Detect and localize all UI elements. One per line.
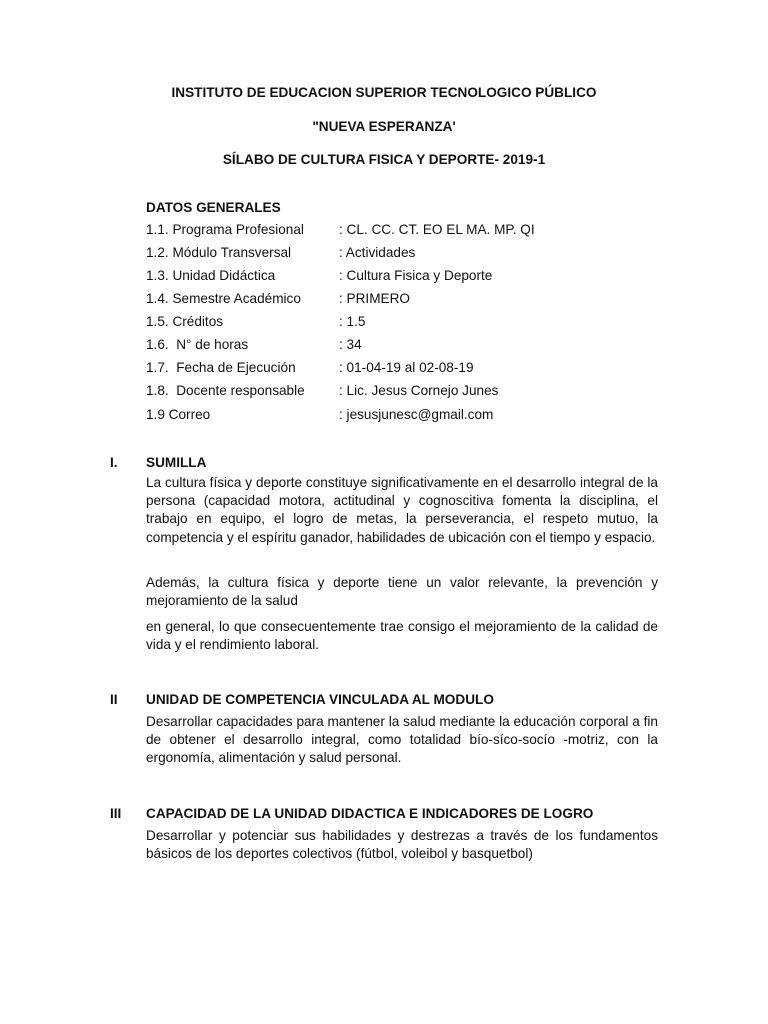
datos-value: : 1.5 (339, 314, 366, 329)
datos-value: : PRIMERO (339, 291, 410, 306)
section-title-competencia: UNIDAD DE COMPETENCIA VINCULADA AL MODULO (146, 692, 494, 707)
datos-label: 1.5. Créditos (146, 314, 224, 329)
datos-label: 1.6. N° de horas (146, 337, 249, 352)
datos-label: 1.2. Módulo Transversal (146, 245, 292, 260)
datos-label: 1.3. Unidad Didáctica (146, 268, 276, 283)
datos-value: : Cultura Fisica y Deporte (339, 268, 493, 283)
datos-label: 1.4. Semestre Académico (146, 291, 301, 306)
datos-label: 1.1. Programa Profesional (146, 222, 304, 237)
datos-value: : 01-04-19 al 02-08-19 (339, 360, 474, 375)
datos-generales-title: DATOS GENERALES (146, 200, 281, 215)
sumilla-paragraph: en general, lo que consecuentemente trae consigo el mejoramiento de la calidad de vida y el rendimiento laboral. (146, 619, 658, 653)
section-number: II (110, 692, 118, 707)
datos-value: : 34 (339, 337, 362, 352)
capacidad-paragraph: Desarrollar y potenciar sus habilidades y destrezas a través de los fundamentos básicos de los deportes colectivos (fútbol, voleibol y basquetbol) (146, 828, 658, 862)
section-title-sumilla: SUMILLA (146, 455, 207, 470)
datos-row (146, 359, 646, 377)
datos-row (146, 244, 646, 262)
institute-title: INSTITUTO DE EDUCACION SUPERIOR TECNOLOGICO PÚBLICO (171, 85, 597, 100)
datos-value: : jesusjunesc@gmail.com (339, 407, 494, 422)
sumilla-paragraph: Además, la cultura física y deporte tiene un valor relevante, la prevención y mejoramiento de la salud (146, 575, 658, 609)
institute-name: "NUEVA ESPERANZA' (312, 119, 456, 134)
sumilla-paragraph: La cultura física y deporte constituye significativamente en el desarrollo integral de la persona (capacidad motora, actitudinal y cognoscitiva fomenta la disciplina, el trabajo en equipo, el logro de metas, la perseverancia, el respeto mutuo, la competencia y el espíritu ganador, habilidades de ubicación con el tiempo y espacio. (146, 475, 658, 545)
syllabus-title: SÍLABO DE CULTURA FISICA Y DEPORTE- 2019-1 (222, 152, 546, 167)
datos-row (146, 221, 646, 239)
datos-label: 1.7. Fecha de Ejecución (146, 360, 296, 375)
datos-row (146, 290, 646, 308)
datos-value: : Actividades (339, 245, 416, 260)
datos-row (146, 267, 646, 285)
section-number: III (110, 806, 122, 821)
section-title-capacidad: CAPACIDAD DE LA UNIDAD DIDACTICA E INDICADORES DE LOGRO (146, 806, 594, 821)
datos-row (146, 406, 646, 424)
datos-value: : Lic. Jesus Cornejo Junes (339, 383, 499, 398)
datos-label: 1.8. Docente responsable (146, 383, 305, 398)
datos-row (146, 382, 646, 400)
section-number: I. (110, 455, 118, 470)
datos-label: 1.9 Correo (146, 407, 211, 422)
datos-value: : CL. CC. CT. EO EL MA. MP. QI (339, 222, 535, 237)
competencia-paragraph: Desarrollar capacidades para mantener la salud mediante la educación corporal a fin de obtener el desarrollo integral, como totalidad bío-síco-socío -motriz, con la ergonomía, alimentación y salud personal. (146, 714, 658, 766)
datos-row (146, 313, 646, 331)
datos-row (146, 336, 646, 354)
